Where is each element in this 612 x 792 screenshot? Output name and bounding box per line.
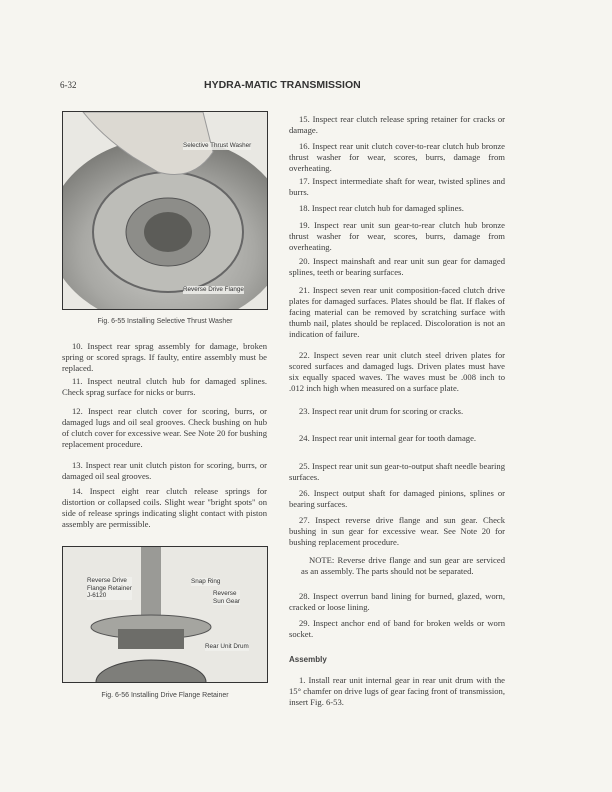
note-paragraph: NOTE: Reverse drive flange and sun gear are serviced as an assembly. The parts should not be separated. bbox=[301, 555, 505, 576]
paragraph-29: 29. Inspect anchor end of band for broken welds or worn socket. bbox=[289, 618, 505, 639]
section-heading-assembly: Assembly bbox=[289, 655, 327, 664]
label-selective-thrust-washer: Selective Thrust Washer bbox=[183, 142, 252, 149]
paragraph-22: 22. Inspect seven rear unit clutch steel driven plates for scored surfaces and damaged lugs. Driven plates must have six equally spaced waves. The waves must be .008 inch to .012 inch high when measured on a surface plate. bbox=[289, 350, 505, 393]
drive-flange-photo bbox=[63, 547, 267, 682]
assembly-paragraph-1: 1. Install rear unit internal gear in rear unit drum with the 15° chamfer on drive lugs of gear facing front of transmission, insert Fig. 6-53. bbox=[289, 675, 505, 707]
paragraph-28: 28. Inspect overrun band lining for burned, glazed, worn, cracked or loose lining. bbox=[289, 591, 505, 612]
paragraph-25: 25. Inspect rear unit sun gear-to-output shaft needle bearing surfaces. bbox=[289, 461, 505, 482]
paragraph-21: 21. Inspect seven rear unit composition-faced clutch drive plates for damaged surfaces. Plates should be flat. If flakes of facing material can be removed by scratching surface with thumb nail, plates should be replaced. Discoloration is not an indication of failure. bbox=[289, 285, 505, 339]
paragraph-11: 11. Inspect neutral clutch hub for damaged splines. Check sprag surface for nicks or burrs. bbox=[62, 376, 267, 397]
label-reverse-drive-flange-retainer: Reverse Drive Flange Retainer J-6120 bbox=[87, 577, 132, 600]
figure-caption: Fig. 6-56 Installing Drive Flange Retainer bbox=[101, 692, 229, 699]
paragraph-10: 10. Inspect rear sprag assembly for damage, broken spring or scored sprags. If faulty, entire assembly must be replaced. bbox=[62, 341, 267, 373]
paragraph-20: 20. Inspect mainshaft and rear unit sun gear for damaged splines, teeth or bearing surfaces. bbox=[289, 256, 505, 277]
page-title: HYDRA-MATIC TRANSMISSION bbox=[204, 79, 361, 91]
paragraph-12: 12. Inspect rear clutch cover for scoring, burrs, or damaged lugs and oil seal grooves. Check bushing on hub of clutch cover for excessive wear. See Note 20 for bushing replacement procedure. bbox=[62, 406, 267, 449]
paragraph-14: 14. Inspect eight rear clutch release springs for distortion or collapsed coils. Slight wear "bright spots" on side of release springs indicating slight contact with piston assembly are permissible. bbox=[62, 486, 267, 529]
paragraph-26: 26. Inspect output shaft for damaged pinions, splines or bearing surfaces. bbox=[289, 488, 505, 509]
paragraph-17: 17. Inspect intermediate shaft for wear, twisted splines and burrs. bbox=[289, 176, 505, 197]
label-snap-ring: Snap Ring bbox=[191, 578, 221, 585]
paragraph-24: 24. Inspect rear unit internal gear for tooth damage. bbox=[299, 433, 477, 443]
paragraph-19: 19. Inspect rear unit sun gear-to-rear clutch hub bronze thrust washer for wear, scores, burrs, damage from overheating. bbox=[289, 220, 505, 252]
label-reverse-drive-flange: Reverse Drive Flange bbox=[183, 286, 244, 293]
paragraph-13: 13. Inspect rear unit clutch piston for scoring, burrs, or damaged oil seal grooves. bbox=[62, 460, 267, 481]
paragraph-23: 23. Inspect rear unit drum for scoring or cracks. bbox=[299, 406, 464, 416]
label-reverse-sun-gear: Reverse Sun Gear bbox=[213, 590, 240, 605]
label-rear-unit-drum: Rear Unit Drum bbox=[205, 643, 249, 650]
paragraph-27: 27. Inspect reverse drive flange and sun gear. Check bushing in sun gear for excessive wear. See Note 20 for bushing replacement procedure. bbox=[289, 515, 505, 547]
paragraph-15: 15. Inspect rear clutch release spring retainer for cracks or damage. bbox=[289, 114, 505, 135]
figure-6-55-photo bbox=[62, 111, 268, 310]
figure-caption: Fig. 6-55 Installing Selective Thrust Washer bbox=[97, 318, 233, 325]
paragraph-16: 16. Inspect rear unit clutch cover-to-rear clutch hub bronze thrust washer for wear, scores, burrs, damage from overheating. bbox=[289, 141, 505, 173]
page-number: 6-32 bbox=[60, 80, 77, 90]
paragraph-18: 18. Inspect rear clutch hub for damaged splines. bbox=[299, 203, 464, 213]
figure-6-56-photo bbox=[62, 546, 268, 683]
